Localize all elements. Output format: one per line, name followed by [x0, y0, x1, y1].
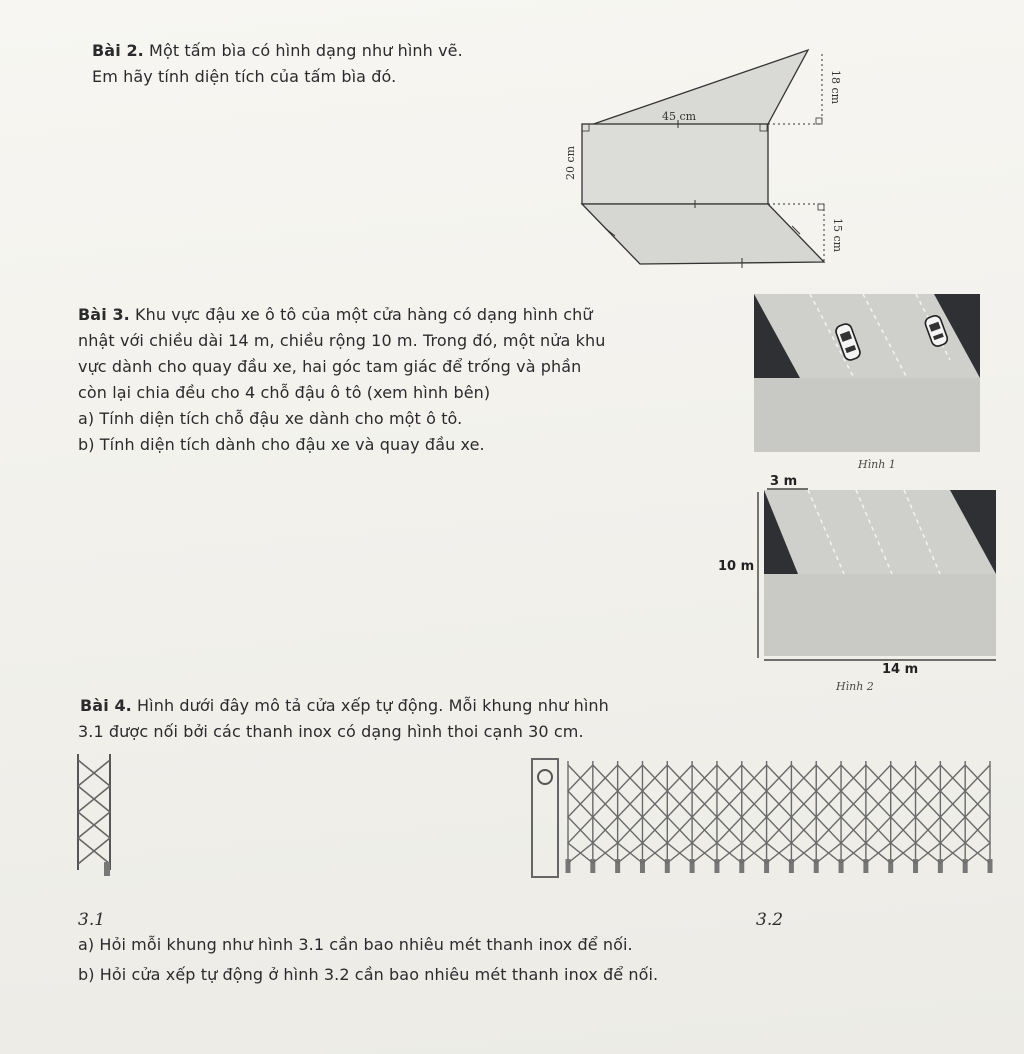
- bai4-line1: [80, 695, 609, 717]
- dim-3m: 3 m: [770, 474, 798, 489]
- bottom-trapezoid: [582, 204, 824, 264]
- middle-rectangle: [582, 124, 768, 204]
- caption-3-2: 3.2: [756, 910, 784, 930]
- bai3-line1-text: Khu vực đậu xe ô tô của một cửa hàng có dạng hình chữ: [129, 305, 593, 324]
- bai2-line1-text: Một tấm bìa có hình dạng như hình vẽ.: [143, 41, 463, 60]
- bai4-item-b: b) Hỏi cửa xếp tự động ở hình 3.2 cần bao nhiêu mét thanh inox để nối.: [78, 965, 659, 984]
- bai2-line1: [92, 40, 463, 62]
- bai3-line3: vực dành cho quay đầu xe, hai góc tam giác để trống và phần: [78, 357, 582, 376]
- gate-3-2: [528, 755, 998, 885]
- bai3-line1: [78, 304, 593, 326]
- label-15cm: 15 cm: [831, 218, 844, 253]
- figure-1-caption: Hình 1: [858, 458, 896, 471]
- gate-frame-3-1: [70, 750, 130, 880]
- bai2-line2: Em hãy tính diện tích của tấm bìa đó.: [92, 67, 397, 86]
- bai4-line1-text: Hình dưới đây mô tả cửa xếp tự động. Mỗi khung như hình: [131, 696, 609, 715]
- bai3-title: Bài 3.: [78, 305, 130, 324]
- dim-10m: 10 m: [718, 559, 755, 574]
- bai3-item-a: a) Tính diện tích chỗ đậu xe dành cho một ô tô.: [78, 409, 463, 428]
- parking-figure-1: [750, 290, 990, 475]
- parking-figure-2: [712, 470, 1002, 695]
- label-18cm: 18 cm: [829, 70, 842, 105]
- bai4-line2: 3.1 được nối bởi các thanh inox có dạng hình thoi cạnh 30 cm.: [78, 722, 584, 741]
- label-45cm: 45 cm: [662, 110, 697, 123]
- caption-3-1: 3.1: [78, 910, 106, 930]
- bai4-title: Bài 4.: [80, 696, 132, 715]
- bai4-item-a: a) Hỏi mỗi khung như hình 3.1 cần bao nhiêu mét thanh inox để nối.: [78, 935, 633, 954]
- bai2-title: Bài 2.: [92, 41, 144, 60]
- bai3-item-b: b) Tính diện tích dành cho đậu xe và quay đầu xe.: [78, 435, 485, 454]
- bai2-cardboard-figure: [560, 40, 860, 275]
- dim-14m: 14 m: [882, 662, 919, 677]
- figure-2-caption: Hình 2: [836, 680, 874, 693]
- bai3-line4: còn lại chia đều cho 4 chỗ đậu ô tô (xem hình bên): [78, 383, 491, 402]
- label-20cm: 20 cm: [564, 145, 577, 180]
- bai3-line2: nhật với chiều dài 14 m, chiều rộng 10 m. Trong đó, một nửa khu: [78, 331, 606, 350]
